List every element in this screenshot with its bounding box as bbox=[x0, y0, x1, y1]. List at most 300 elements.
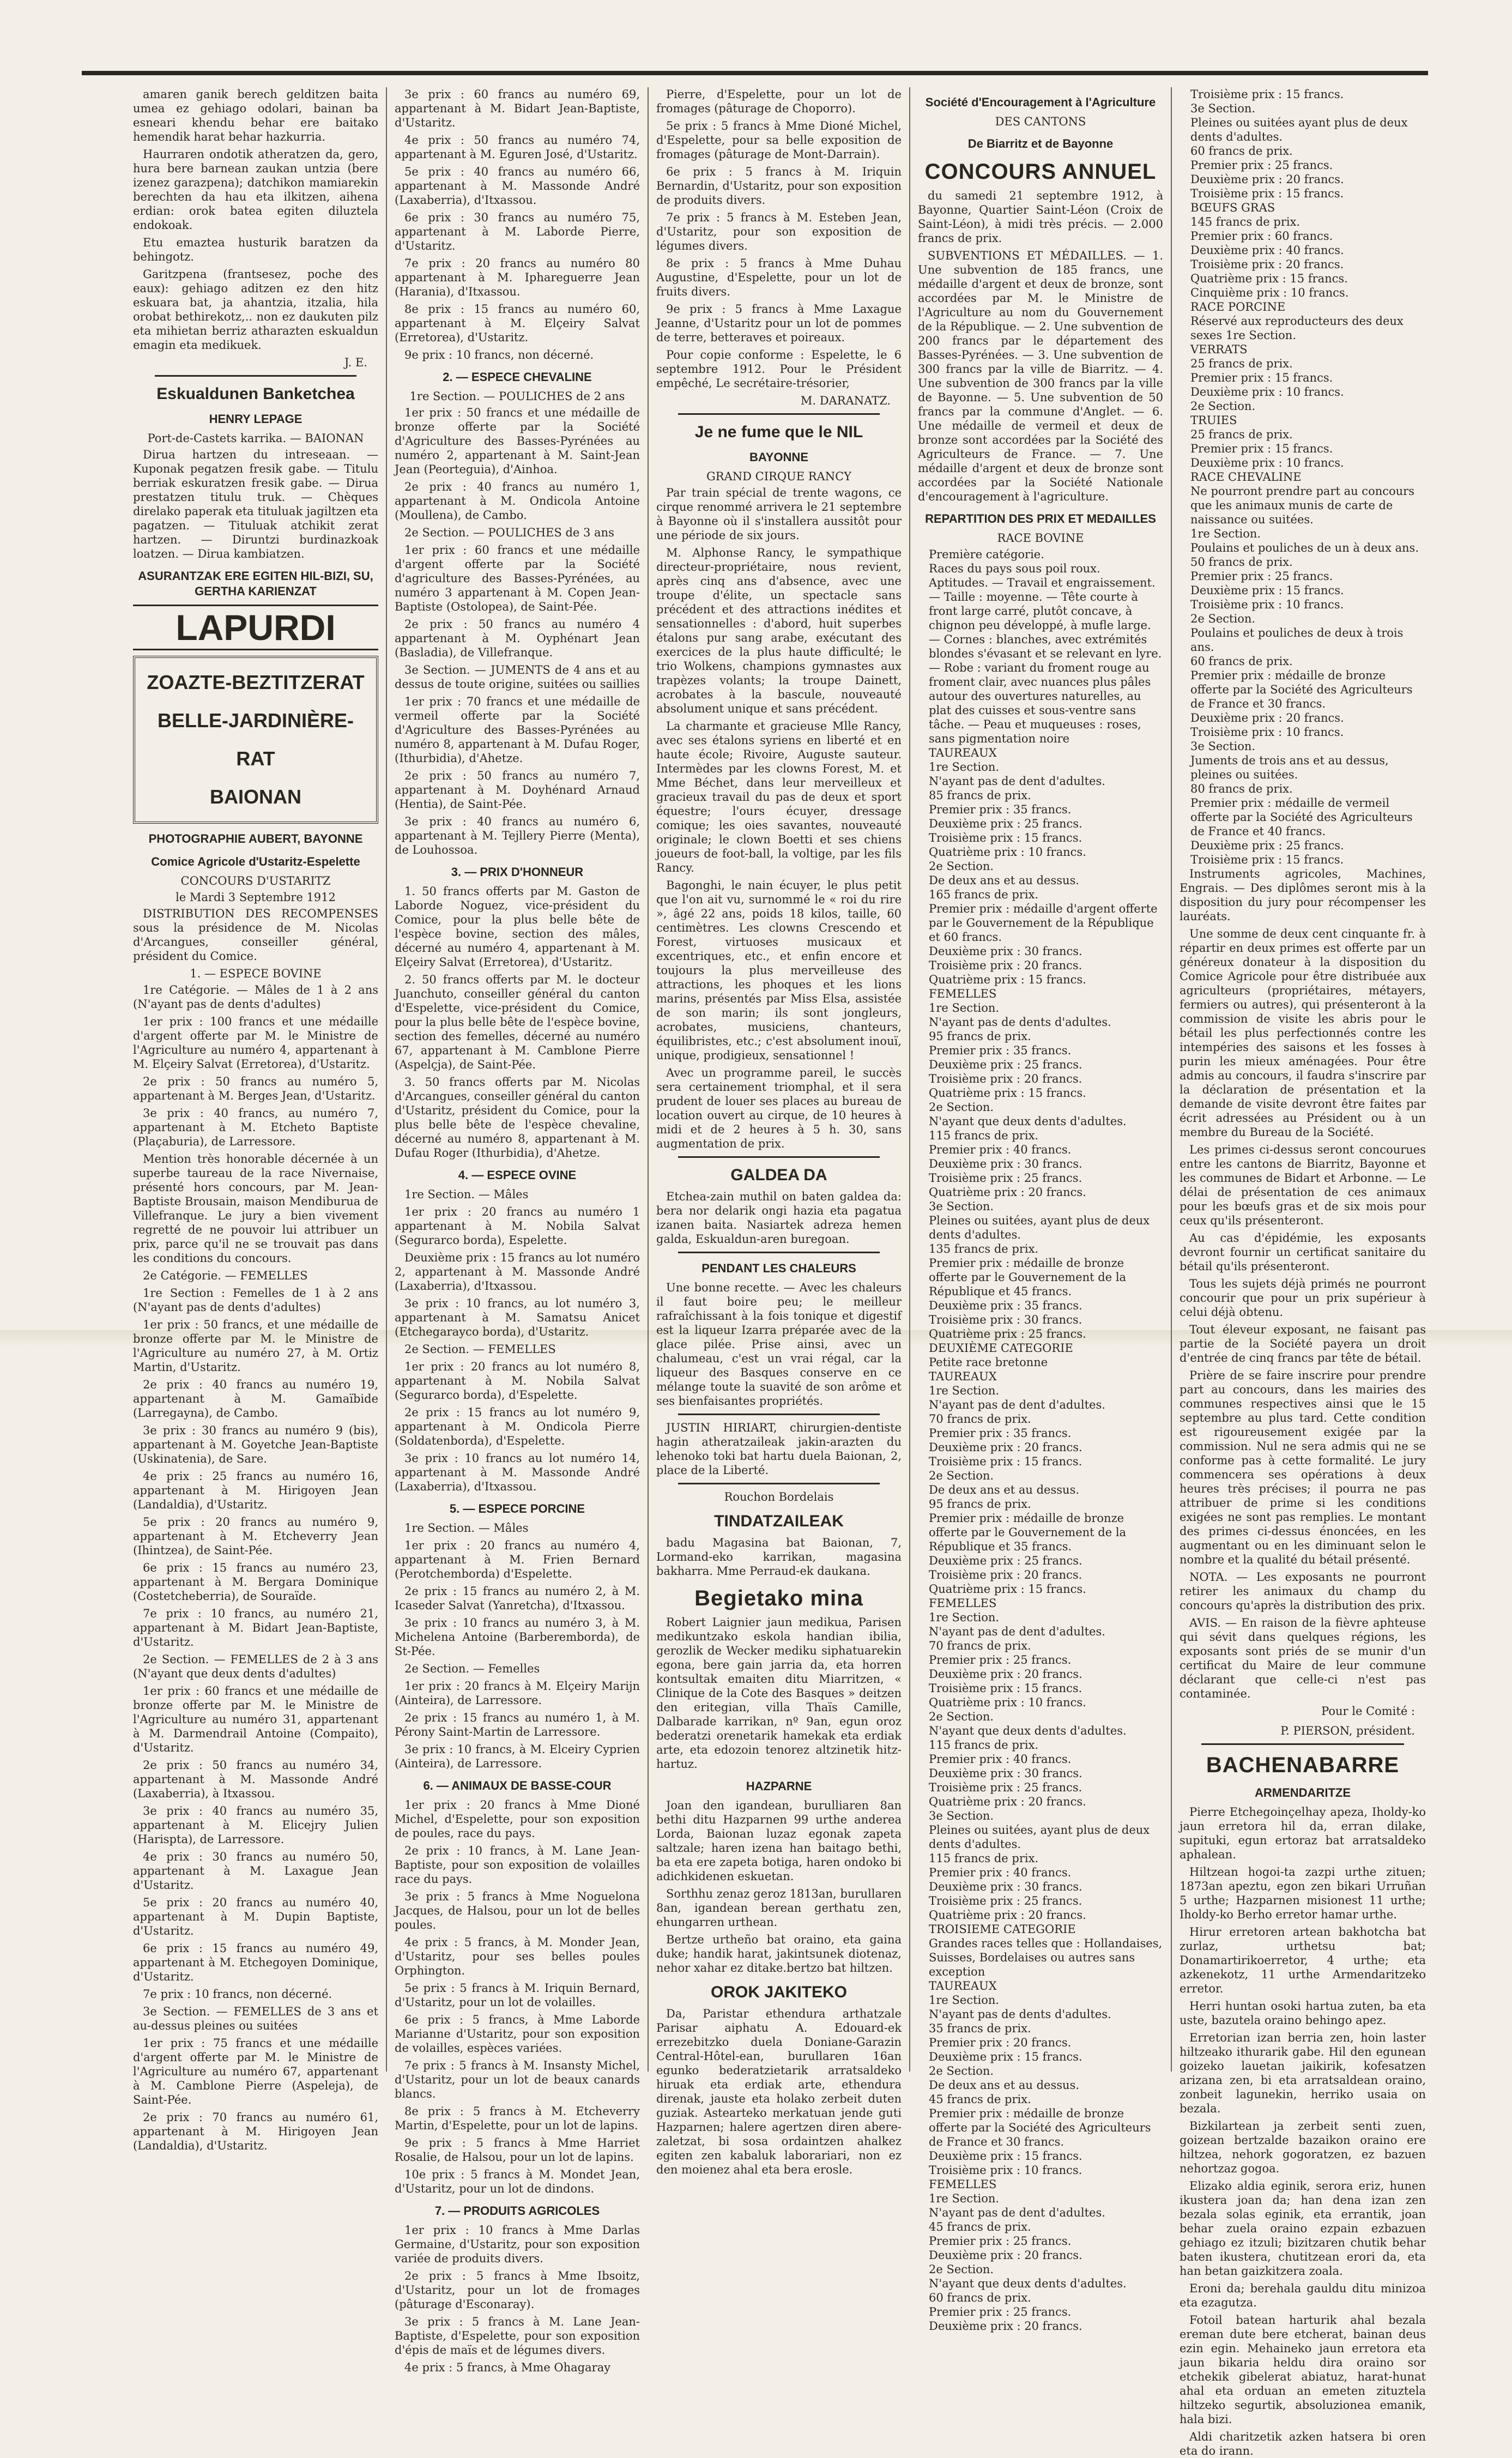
prize-entry: 1er prix : 50 francs et une médaille de bronze offerte par la Société d'Agriculture des Basses-Pyrénées au numéro 2, appartenant à M. Saint-Jean Jean (Peorteguia), d'Ainhoa. bbox=[395, 406, 640, 476]
prize-entry: 1er prix : 75 francs et une médaille d'argent offerte par M. le Ministre de l'Agriculture au numéro 67, appartenant à M. Camblone Pierre (Aspeleja), de Saint-Pée. bbox=[133, 2037, 378, 2106]
prize-line: 1re Section. bbox=[929, 1001, 1000, 1014]
prize-line: Quatrième prix : 20 francs. bbox=[929, 1186, 1086, 1199]
prize-entry: 8e prix : 15 francs au numéro 60, appartenant à M. Elçeiry Salvat (Erretorea), d'Ustaritz. bbox=[395, 303, 640, 344]
repartition-heading: REPARTITION DES PRIX ET MEDAILLES bbox=[925, 512, 1156, 526]
prize-line: Troisième prix : 10 francs. bbox=[1190, 598, 1344, 611]
prize-line: Premier prix : 15 francs. bbox=[1190, 371, 1333, 384]
prize-entry: 2e prix : 5 francs à Mme Ibsoitz, d'Ustaritz, pour un lot de fromages (pâturage d'Esconaray). bbox=[395, 2269, 640, 2311]
bovine-list bbox=[133, 983, 378, 2153]
article-paragraph: Fotoil batean harturik ahal bezala ereman dute bere etcherat, bainan deus ezin egin. Mehaineko jaun erretora eta jaun bikaria heldu dira oraino sor etchekik gibelerat abiatuz, harat-hunat ahal eta orduan an emeten zituztela hiltzeko segurtik, absoluzionea emanik, hala bizi. bbox=[1180, 2314, 1426, 2426]
bovine-continued bbox=[395, 87, 640, 362]
prize-line: N'ayant que deux dents d'adultes. bbox=[929, 2277, 1127, 2290]
prize-entry: 7e prix : 5 francs à M. Insansty Michel, d'Ustaritz, pour un lot de beaux canards blancs. bbox=[395, 2059, 640, 2100]
prize-line: TROISIEME CATEGORIE bbox=[929, 1923, 1076, 1936]
prize-line: 60 francs de prix. bbox=[1190, 144, 1293, 158]
bank-address: Port-de-Castets karrika. — BAIONAN bbox=[147, 432, 364, 445]
prize-line: Deuxième prix : 30 francs. bbox=[929, 1880, 1082, 1893]
prize-line: Troisième prix : 25 francs. bbox=[929, 1171, 1082, 1185]
intro-paragraph: Etu emaztea husturik baratzen da behingotz. bbox=[133, 236, 378, 263]
prize-entry: 8e prix : 5 francs à Mme Duhau Augustine, d'Espelette, pour un lot de fruits divers. bbox=[656, 257, 902, 298]
prize-entry: 2e prix : 50 francs au numéro 7, appartenant à M. Doyhénard Arnaud (Hentia), de Saint-Pée. bbox=[395, 769, 640, 811]
prize-line: 1re Section. bbox=[1190, 527, 1261, 540]
prize-line: VERRATS bbox=[1190, 343, 1248, 356]
prize-line: Deuxième prix : 10 francs. bbox=[1190, 456, 1344, 469]
prize-line: 95 francs de prix. bbox=[929, 1497, 1031, 1511]
galdea-text: Etchea-zain muthil on baten galdea da: bera nor delarik ongi hazia eta pagatua izanen baita. Nasiartek adreza hemen galda, Eskualdun-aren buregoan. bbox=[656, 1190, 902, 1246]
prize-line: 70 francs de prix. bbox=[929, 1639, 1031, 1652]
prize-entry: 2e Section. — FEMELLES de 2 à 3 ans (N'ayant que deux dents d'adultes) bbox=[133, 1653, 378, 1680]
prize-line: Premier prix : médaille d'argent offerte par le Gouvernement de la République et 60 francs. bbox=[929, 902, 1158, 944]
section-honneur: 3. — PRIX D'HONNEUR bbox=[451, 865, 584, 879]
prize-line: Quatrième prix : 20 francs. bbox=[929, 1795, 1086, 1808]
prize-entry: 8e prix : 5 francs à M. Etcheverry Martin, d'Espelette, pour un lot de lapins. bbox=[395, 2105, 640, 2132]
tindatz-pre: Rouchon Bordelais bbox=[724, 1490, 834, 1503]
column-4 bbox=[910, 87, 1172, 2333]
newspaper-page bbox=[125, 87, 1434, 2457]
race-bovine-heading: RACE BOVINE bbox=[997, 532, 1084, 545]
prize-line: 3e Section. bbox=[929, 1200, 994, 1213]
orok-text: Da, Paristar ethendura arthatzale Parisar aiphatu A. Edouard-ek errezebitzko duela Doniane-Garazin Central-Hôtel-ean, burullaren 16an egunko bederatzietarik arratsaldeko hiruak eta erdiak arte, ethendura direnak, jauste eta holako zerbeit duten guziak. Astearteko merkatuan jende guti Hazparnen; halere agertzen diren abere-zaletzat, bi sosa ordaintzen ahalkez egiten zen kabaluk laborariari, non ez den moienez ahal eta bera erosle. bbox=[656, 2007, 902, 2176]
prize-entry: 2e Section. — Femelles bbox=[404, 1662, 540, 1675]
article-paragraph: Herri huntan osoki hartua zuten, ba eta uste, bazutela oraino behingo apez. bbox=[1180, 2000, 1426, 2027]
prize-line: 145 francs de prix. bbox=[1190, 215, 1301, 228]
prize-line: Troisième prix : 15 francs. bbox=[1190, 187, 1344, 200]
prize-line: Troisième prix : 10 francs. bbox=[1190, 726, 1344, 739]
prize-line: 165 francs de prix. bbox=[929, 888, 1039, 901]
honneur-list bbox=[395, 884, 640, 1160]
hazparne-title: HAZPARNE bbox=[746, 1779, 812, 1793]
prize-entry: 3. 50 francs offerts par M. Nicolas d'Arcangues, conseiller général du canton d'Ustaritz, président du Comice, pour la plus belle bête de l'espèce chevaline, décerné au numéro 8, appartenant à M. Dufau Roger (Ithurbidia), d'Ahetze. bbox=[395, 1076, 640, 1159]
prize-line: Troisième prix : 15 francs. bbox=[929, 831, 1082, 844]
article-paragraph: Pierre Etchegoinçelhay apeza, Iholdy-ko jaun erretora hil da, erran dilake, supituki, egun ertoraz bat arratsaldeko aphalean. bbox=[1180, 1805, 1426, 1861]
prize-line: 2e Section. bbox=[1190, 400, 1256, 413]
prize-line: BŒUFS GRAS bbox=[1190, 201, 1275, 214]
article-paragraph: Joan den igandean, burulliaren 8an bethi ditu Hazparnen 99 urthe anderea Lorda, Baionan luzaz egonak zapeta saltzale; haren izena han baitago bethi, ba eta ere zapeta botiga, haren ondoko bi adichkidenen eskuetan. bbox=[656, 1799, 902, 1883]
conditions-paragraph: Au cas d'épidémie, les exposants devront fournir un certificat sanitaire du bétail qu'ils présenteront. bbox=[1180, 1231, 1426, 1273]
galdea-title: GALDEA DA bbox=[730, 1166, 827, 1184]
prize-line: TAUREAUX bbox=[929, 746, 997, 759]
prize-line: 80 francs de prix. bbox=[1190, 782, 1293, 795]
photo-credit: PHOTOGRAPHIE AUBERT, BAYONNE bbox=[148, 832, 363, 845]
armendaritze-article bbox=[1180, 1805, 1426, 2458]
pierson-signature: P. PIERSON, président. bbox=[1280, 1724, 1415, 1737]
prize-line: Troisième prix : 15 francs. bbox=[1190, 853, 1344, 866]
intro-paragraph: amaren ganik berech gelditzen baita umea ez gehiago odolari, bainan ba esneari khendu behar ere baitako hemendik harat behar hazkurria. bbox=[133, 88, 378, 143]
prize-line: Quatrième prix : 15 francs. bbox=[929, 1086, 1086, 1100]
prize-entry: 1er prix : 20 francs à M. Elçeiry Marijn (Ainteira), de Larressore. bbox=[395, 1680, 640, 1707]
prize-entry: 6e prix : 30 francs au numéro 75, appartenant à M. Laborde Pierre, d'Ustaritz. bbox=[395, 211, 640, 252]
article-paragraph: Bizkilartean ja zerbeit senti zuen, goizean bertzalde bazaikon oraino ere hiltzea, nehork gogoratzen, ez bazuen nehortzaz gogoa. bbox=[1180, 2119, 1426, 2175]
prize-line: Poulains et pouliches de un à deux ans. bbox=[1190, 541, 1419, 554]
prize-line: Premier prix : médaille de bronze offerte par le Gouvernement de la République et 45 francs. bbox=[929, 1257, 1127, 1298]
prize-entry: 2e prix : 70 francs au numéro 61, appartenant à M. Hirigoyen Jean (Landaldia), d'Ustaritz. bbox=[133, 2111, 378, 2152]
prize-line: Premier prix : 40 francs. bbox=[929, 1753, 1072, 1766]
intro-paragraph: Garitzpena (frantsesez, poche des eaux): gehiago aditzen ez den hitz eskuara bat, ja ahantzia, itzalia, hila orobat bethirekotz,.. non ez daukuten pilz eta mihietan berriz atharazten eskualdun emagin eta medikuek. bbox=[133, 268, 378, 352]
prize-entry: 2e prix : 50 francs au numéro 4 appartenant à M. Oyphénart Jean (Basladia), de Villefranque. bbox=[395, 618, 640, 659]
prize-line: RACE PORCINE bbox=[1190, 300, 1286, 313]
prize-line: Deuxième prix : 30 francs. bbox=[929, 945, 1082, 958]
society-sub2: De Biarritz et de Bayonne bbox=[967, 137, 1114, 150]
comice-title: Comice Agricole d'Ustaritz-Espelette bbox=[151, 855, 360, 868]
prize-line: N'ayant pas de dent d'adultes. bbox=[929, 1398, 1105, 1411]
prize-line: De deux ans et au dessus. bbox=[929, 874, 1080, 887]
chaleurs-text: Une bonne recette. — Avec les chaleurs il faut boire peu; le meilleur rafraîchissant à la fois tonique et digestif est la liqueur Izarra préparée avec de la glace pilée. Prise ainsi, avec un chalumeau, c'est un vrai régal, car la liqueur des Basques conserve en ce mélange toute la suavité de son arôme et ses bienfaisantes propriétés. bbox=[656, 1281, 902, 1408]
prize-entry: 5e prix : 20 francs au numéro 9, appartenant à M. Etcheverry Jean (Ihintzea), de Saint-Pée. bbox=[133, 1515, 378, 1557]
society-sub: DES CANTONS bbox=[995, 115, 1086, 128]
prize-line: 95 francs de prix. bbox=[929, 1030, 1031, 1043]
prize-line: Quatrième prix : 20 francs. bbox=[929, 1909, 1086, 1922]
prize-entry: 6e prix : 5 francs, à Mme Laborde Marianne d'Ustaritz, pour son exposition de volailles, espèces variées. bbox=[395, 2013, 640, 2055]
prize-entry: 1er prix : 20 francs à Mme Dioné Michel, d'Espelette, pour son exposition de poules, race du pays. bbox=[395, 1798, 640, 1840]
prize-line: Pleines ou suitées, ayant plus de deux dents d'adultes. bbox=[929, 1214, 1150, 1241]
prize-line: Premier prix : 20 francs. bbox=[929, 2036, 1072, 2049]
prize-line: RACE CHEVALINE bbox=[1190, 470, 1302, 484]
prize-line: Deuxième prix : 20 francs. bbox=[1190, 711, 1344, 724]
produits-list bbox=[395, 2223, 640, 2375]
article-paragraph: Par train spécial de trente wagons, ce cirque renommé arrivera le 21 septembre à Bayonne où il s'installera aussitôt pour une période de six jours. bbox=[656, 486, 902, 542]
prize-line: Premier prix : médaille de bronze offerte par la Société des Agriculteurs de France et 30 francs. bbox=[1190, 669, 1413, 710]
prize-line: Troisième prix : 30 francs. bbox=[929, 1313, 1082, 1326]
prize-line: FEMELLES bbox=[929, 1597, 997, 1610]
prize-entry: Mention très honorable décernée à un superbe taureau de la race Nivernaise, présenté hors concours, par M. Jean-Baptiste Brousain, maison Mendiburua de Villefranque. Le jury a bien vivement regretté de ne pouvoir lui attribuer un prix, parce qu'il ne se trouvait pas dans les conditions du concours. bbox=[133, 1152, 378, 1265]
prize-entry: 4e prix : 25 francs au numéro 16, appartenant à M. Hirigoyen Jean (Landaldia), d'Ustaritz. bbox=[133, 1470, 378, 1511]
prize-entry: 9e prix : 10 francs, non décerné. bbox=[404, 348, 594, 361]
prize-line: Premier prix : 25 francs. bbox=[1190, 159, 1333, 172]
prize-line: Premier prix : 25 francs. bbox=[929, 1653, 1072, 1666]
prize-line: 1re Section. bbox=[929, 1994, 1000, 2007]
prize-line: 45 francs de prix. bbox=[929, 2220, 1031, 2233]
prize-entry: 3e prix : 40 francs au numéro 6, appartenant à M. Tejllery Pierre (Menta), de Louhossoa. bbox=[395, 815, 640, 856]
prize-line: 3e Section. bbox=[929, 1809, 994, 1822]
prize-entry: 2e Section. — FEMELLES bbox=[404, 1343, 556, 1356]
prize-entry: 6e prix : 15 francs au numéro 49, appartenant à M. Etchegoyen Dominique, d'Ustaritz. bbox=[133, 1942, 378, 1983]
prize-line: Deuxième prix : 30 francs. bbox=[929, 1767, 1082, 1780]
prize-line: 1re Section. bbox=[929, 760, 1000, 774]
prize-line: Pleines ou suitées, ayant plus de deux dents d'adultes. bbox=[929, 1823, 1150, 1851]
prize-entry: 5e prix : 5 francs à Mme Dioné Michel, d'Espelette, pour sa belle exposition de fromages (pâturage de Mont-Darrain). bbox=[656, 119, 902, 161]
prize-line: Premier prix : médaille de vermeil offerte par la Société des Agriculteurs de France et 40 francs. bbox=[1190, 796, 1413, 838]
ovine-list bbox=[395, 1187, 640, 1494]
prize-entry: 4e prix : 50 francs au numéro 74, appartenant à M. Eguren José, d'Ustaritz. bbox=[395, 134, 640, 161]
prize-line: Troisième prix : 20 francs. bbox=[929, 1568, 1082, 1581]
prize-line: N'ayant pas de dents d'adultes. bbox=[929, 1016, 1111, 1029]
prize-entry: 1er prix : 20 francs au numéro 4, appartenant à M. Frien Bernard (Perotchemborda) d'Espelette. bbox=[395, 1539, 640, 1580]
prize-line: 3e Section. bbox=[1190, 102, 1256, 115]
prize-entry: 1er prix : 100 francs et une médaille d'argent offerte par M. le Ministre de l'Agriculture au numéro 4, appartenant à M. Elçeiry Salvat (Erretorea), d'Ustaritz. bbox=[133, 1015, 378, 1071]
prize-line: Petite race bretonne bbox=[929, 1356, 1048, 1369]
prize-line: TRUIES bbox=[1190, 414, 1237, 427]
prize-line: 50 francs de prix. bbox=[1190, 555, 1293, 569]
prize-entry: 3e prix : 10 francs au lot numéro 14, appartenant à M. Massonde André (Laxaberria), d'Itxassou. bbox=[395, 1452, 640, 1493]
article-paragraph: Aldi charitzetik azken hatsera bi oren eta do irann. bbox=[1180, 2430, 1426, 2457]
prize-entry: 3e prix : 30 francs au numéro 9 (bis), appartenant à M. Goyetche Jean-Baptiste (Uskinatenia), de Sare. bbox=[133, 1424, 378, 1465]
prize-entry: 5e prix : 40 francs au numéro 66, appartenant à M. Massonde André (Laxaberria), d'Itxassou. bbox=[395, 165, 640, 207]
ad-line-3: BAIONAN bbox=[210, 786, 301, 808]
prize-line: 2e Section. bbox=[929, 1469, 994, 1482]
bank-name: HENRY LEPAGE bbox=[209, 412, 303, 426]
prize-line: Juments de trois ans et au dessus, pleines ou suitées. bbox=[1190, 754, 1389, 781]
prize-entry: 1er prix : 20 francs au numéro 1 appartenant à M. Nobila Salvat (Segurarco borda), Espelette. bbox=[395, 1205, 640, 1247]
prize-line: 2e Section. bbox=[929, 1101, 994, 1114]
lapurdi-masthead: LAPURDI bbox=[133, 605, 378, 650]
daranatz-signature: M. DARANATZ. bbox=[800, 394, 891, 407]
prize-entry: 7e prix : 20 francs au numéro 80 appartenant à M. Iphareguerre Jean (Harania), d'Itxassou. bbox=[395, 257, 640, 298]
conditions-paragraph: Tout éleveur exposant, ne faisant pas partie de la Société payera un droit d'entrée de cinq francs par tête de bétail. bbox=[1180, 1323, 1426, 1364]
nil-ad: Je ne fume que le NIL bbox=[694, 423, 863, 441]
conditions-paragraph: NOTA. — Les exposants ne pourront retirer les animaux du champ du concours qu'après la distribution des prix. bbox=[1180, 1571, 1426, 1612]
article-paragraph: Sorthhu zenaz geroz 1813an, burullaren 8an, igandean berean gerthatu zen, ehungarren urthean. bbox=[656, 1887, 902, 1929]
prize-entry: 1er prix : 70 francs et une médaille de vermeil offerte par la Société d'Agriculture des Basses-Pyrénées au numéro 8, appartenant à M. Dufau Roger, (Ithurbidia), d'Ahetze. bbox=[395, 695, 640, 765]
chevaline-list bbox=[395, 406, 640, 857]
prize-line: De deux ans et au dessus. bbox=[929, 1483, 1080, 1496]
prize-line: Première catégorie. bbox=[929, 548, 1044, 561]
chaleurs-title: PENDANT LES CHALEURS bbox=[701, 1261, 856, 1275]
prize-entry: 2e prix : 15 francs au numéro 1, à M. Pérony Saint-Martin de Larressore. bbox=[395, 1711, 640, 1738]
prize-line: Quatrième prix : 15 francs. bbox=[929, 973, 1086, 986]
section-chevaline: 2. — ESPECE CHEVALINE bbox=[443, 370, 592, 384]
clothing-ad bbox=[133, 656, 378, 824]
bank-text: Dirua hartzen du intreseaan. — Kuponak pegatzen fresik gabe. — Titulu berriak eskuratzen fresik gabe. — Dirua prestatzen titulu truk. — Chèques direlako paperak eta tituluak jagiltzen eta pagatzen. — Tituluak atchikit zerat hartzen. — Diruntzi burdinazkoak loatzen. — Dirua kambiatzen. bbox=[133, 448, 378, 560]
top-rule bbox=[82, 71, 1428, 75]
prize-line: TAUREAUX bbox=[929, 1979, 997, 1992]
article-paragraph: Hirur erretoren artean bakhotcha bat zurlaz, urthetsu bat; Donamartirikoerretor, 4 urthe; eta azkenekotz, 11 urthe Armendaritzeko erretor. bbox=[1180, 1925, 1426, 1995]
prize-line: Poulains et pouliches de deux à trois ans. bbox=[1190, 626, 1404, 654]
prize-line: N'ayant que deux dents d'adultes. bbox=[929, 1115, 1127, 1128]
prize-entry: 1re Section. — Mâles bbox=[404, 1188, 529, 1201]
prize-entry: 1er prix : 10 francs à Mme Darlas Germaine, d'Ustaritz, pour son exposition variée de produits divers. bbox=[395, 2224, 640, 2265]
prize-line: N'ayant pas de dent d'adultes. bbox=[929, 2206, 1105, 2219]
prize-line: 2e Section. bbox=[929, 860, 994, 873]
cirque-heading: GRAND CIRQUE RANCY bbox=[706, 470, 852, 483]
prize-entry: 3e Section. — FEMELLES de 3 ans et au-dessus pleines ou suitées bbox=[133, 2005, 378, 2032]
prize-entry: 3e prix : 60 francs au numéro 69, appartenant à M. Bidart Jean-Baptiste, d'Ustaritz. bbox=[395, 88, 640, 129]
prize-line: Premier prix : 60 francs. bbox=[1190, 230, 1333, 243]
prize-entry: 10e prix : 5 francs à M. Mondet Jean, d'Ustaritz, pour un lot de dindons. bbox=[395, 2168, 640, 2195]
prize-line: 70 francs de prix. bbox=[929, 1412, 1031, 1426]
prize-list-continued bbox=[1180, 87, 1426, 867]
prize-entry: 4e prix : 5 francs, à M. Monder Jean, d'Ustaritz, pour ses belles poules Orphington. bbox=[395, 1936, 640, 1977]
prize-line: Deuxième prix : 25 francs. bbox=[929, 1058, 1082, 1071]
prize-entry: 3e prix : 40 francs, au numéro 7, appartenant à M. Etcheto Baptiste (Plaçaburia), de Larressore. bbox=[133, 1107, 378, 1148]
section-porcine: 5. — ESPECE PORCINE bbox=[449, 1502, 585, 1515]
concours-date: le Mardi 3 Septembre 1912 bbox=[176, 891, 336, 904]
prize-line: FEMELLES bbox=[929, 987, 997, 1000]
distribution-text: DISTRIBUTION DES RECOMPENSES sous la présidence de M. Nicolas d'Arcangues, conseiller général, président du Comice. bbox=[133, 907, 378, 963]
prize-entry: 3e prix : 10 francs, à M. Elceiry Cyprien (Ainteira), de Larressore. bbox=[395, 1743, 640, 1770]
prize-line: 1re Section. bbox=[929, 2192, 1000, 2205]
prize-line: Deuxième prix : 15 francs. bbox=[929, 2149, 1082, 2163]
conditions-paragraph: Une somme de deux cent cinquante fr. à répartir en deux primes est offerte par un généreux donateur à la disposition du Comice Agricole pour être distribuée aux agriculteurs (propriétaires, métayers, fermiers ou autres), qui présenteront à la commission de visite les abris pour le bétail les plus perfectionnés contre les intempéries des saisons et les fosses à purin les mieux aménagées. Pour être admis au concours, il faudra s'inscrire par la déclaration de présentation et la demande de visite devront être faites par écrit adressées au Président ou à un membre du Bureau de la Société. bbox=[1180, 927, 1426, 1139]
tindatz-text: badu Magasina bat Baionan, 7, Lormand-eko karrikan, magasina bakharra. Mme Perraud-ek daukana. bbox=[656, 1536, 902, 1578]
article-paragraph: Bagonghi, le nain écuyer, le plus petit que l'on ait vu, surnommé le « roi du rire », âgé 22 ans, poids 18 kilos, taille, 60 centimètres. Les clowns Crescendo et Forest, virtuoses musicaux et excentriques, etc., et enfin encore et toujours la plus merveilleuse des attractions, les phoques et les lions marins, présentés par Miss Elsa, assistée de son marin; ils sont jongleurs, acrobates, musiciens, chanteurs, équilibristes, etc.; c'est absolument inouï, unique, prodigieux, sensationnel ! bbox=[656, 879, 902, 1062]
pour-copie: Pour copie conforme : Espelette, le 6 septembre 1912. Pour le Président empêché, Le secrétaire-trésorier, bbox=[656, 348, 902, 390]
article-paragraph: Elizako aldia eginik, serora eriz, hunen ikustera joan da; han dena izan zen bezala solas eginik, eta errantik, joan behar zuela oraino ezpain ezbazuen gehiago ez itzuli; bizitzaren chutik behar baten ikustera, chutitzean erori da, eta han betan gaizkitzera zoala. bbox=[1180, 2179, 1426, 2278]
article-paragraph: M. Alphonse Rancy, le sympathique directeur-propriétaire, nous revient, après cinq ans d'absence, avec une troupe d'élite, un spectacle sans précédent et des attractions inédites et sensationnelles : d'abord, huit superbes étalons pur sang arabe, exécutant des exercices de la plus haute difficulté; le trio Wolkens, champions gymnastes aux trapèzes volants; la troupe Dainett, acrobates à la bascule, nouveauté absolument unique et sans précédent. bbox=[656, 546, 902, 715]
ad-line-2: BELLE-JARDINIÈRE-RAT bbox=[157, 709, 354, 770]
insurance-notice: ASURANTZAK ERE EGITEN HIL-BIZI, SU, GERTHA KARIENZAT bbox=[138, 569, 373, 598]
concours-annuel-title: CONCOURS ANNUEL bbox=[924, 160, 1157, 184]
intro-paragraph: Haurraren ondotik atheratzen da, gero, hura bere barnean zaukan untzia (bere izenez garazpena); datchikon mamiarekin berechten da hau eta ilkitzen, aihena erdian: orok batea egiten diluztela endokoak. bbox=[133, 148, 378, 232]
prize-entry: 6e prix : 5 francs à M. Iriquin Bernardin, d'Ustaritz, pour son exposition de produits divers. bbox=[656, 165, 902, 207]
column-3 bbox=[649, 87, 910, 2176]
begietako-text: Robert Laignier jaun medikua, Parisen medikuntzako eskola handian ibilia, gerozlik de Wecker mediku siphatuarekin egona, bere gain jarria da, eta horren kontsultak emaiten ditu Miarritzen, « Clinique de la Cote des Basques » deitzen den eritegian, villa Thaïs Camille, Dalbarade karrikan, nº 9an, egun oroz bederatzi orenetarik hamekak eta erdiak arte, eta edozoin tenorez altzinetik hitz-hartuz. bbox=[656, 1616, 902, 1771]
prize-line: 60 francs de prix. bbox=[1190, 655, 1293, 668]
prize-entry: 1re Section. — Mâles bbox=[404, 1521, 529, 1535]
prize-line: Réservé aux reproducteurs des deux sexes 1re Section. bbox=[1190, 315, 1404, 342]
column-5 bbox=[1172, 87, 1434, 2457]
prize-line: 85 francs de prix. bbox=[929, 789, 1031, 802]
divider bbox=[678, 413, 880, 415]
hiriart-ad: JUSTIN HIRIART, chirurgien-dentiste hagin atheratzaileak jakin-arazten du lehenoko toki bat hartu duela Baionan, 2, place de la Liberté. bbox=[656, 1421, 902, 1477]
prize-entry: 2e prix : 50 francs au numéro 5, appartenant à M. Berges Jean, d'Ustaritz. bbox=[133, 1075, 378, 1102]
column-2 bbox=[387, 87, 649, 2374]
society-title: Société d'Encouragement à l'Agriculture bbox=[925, 95, 1156, 109]
prize-line: Premier prix : 35 francs. bbox=[929, 803, 1072, 816]
divider bbox=[678, 1414, 880, 1415]
conditions-text bbox=[1180, 867, 1426, 1701]
prize-line: Troisième prix : 20 francs. bbox=[929, 1072, 1082, 1085]
armendaritze-title: ARMENDARITZE bbox=[1255, 1786, 1351, 1799]
concours-intro: du samedi 21 septembre 1912, à Bayonne, Quartier Saint-Léon (Croix de Saint-Léon), à midi très précis. — 2.000 francs de prix. bbox=[918, 189, 1163, 245]
cirque-article bbox=[656, 486, 902, 1151]
prize-line: Deuxième prix : 25 francs. bbox=[1190, 839, 1344, 852]
prize-entry: 1er prix : 50 francs, et une médaille de bronze offerte par M. le Ministre de l'Agriculture au numéro 27, à M. Ortiz Martin, d'Ustaritz. bbox=[133, 1318, 378, 1374]
prize-line: Deuxième prix : 25 francs. bbox=[929, 817, 1082, 830]
prize-line: N'ayant pas de dent d'adultes. bbox=[929, 1625, 1105, 1638]
prize-entry: 3e prix : 40 francs au numéro 35, appartenant à M. Elicejry Julien (Harispta), de Larressore. bbox=[133, 1804, 378, 1846]
prize-line: 115 francs de prix. bbox=[929, 1852, 1039, 1865]
porcine-list bbox=[395, 1521, 640, 1771]
prize-line: Deuxième prix : 20 francs. bbox=[929, 2249, 1082, 2262]
prize-line: Troisième prix : 20 francs. bbox=[929, 959, 1082, 972]
prize-line: Troisième prix : 15 francs. bbox=[1190, 88, 1344, 101]
ad-line-1: ZOAZTE-BEZTITZERAT bbox=[147, 671, 365, 693]
prize-line: Troisième prix : 20 francs. bbox=[1190, 258, 1344, 271]
prize-line: Deuxième prix : 10 francs. bbox=[1190, 385, 1344, 398]
prize-line: Premier prix : 25 francs. bbox=[1190, 570, 1333, 583]
basse-cour-list bbox=[395, 1798, 640, 2196]
prize-line: Quatrième prix : 15 francs. bbox=[1190, 272, 1348, 285]
conditions-paragraph: Instruments agricoles, Machines, Engrais. — Des diplômes seront mis à la disposition du jury pour récompenser les lauréats. bbox=[1180, 867, 1426, 923]
divider bbox=[678, 1252, 880, 1253]
prize-entry: 1re Section : Femelles de 1 à 2 ans (N'ayant pas de dents d'adultes) bbox=[133, 1287, 378, 1314]
prize-entry: 6e prix : 15 francs au numéro 23, appartenant à M. Bergara Dominique (Costetcheberria), de Souraïde. bbox=[133, 1561, 378, 1603]
prize-entry: 3e prix : 10 francs, au lot numéro 3, appartenant à M. Samatsu Anicet (Etchegarayco borda), d'Ustaritz. bbox=[395, 1297, 640, 1338]
prize-entry: 7e prix : 10 francs, non décerné. bbox=[143, 1988, 332, 2001]
prize-line: N'ayant pas de dent d'adultes. bbox=[929, 775, 1105, 788]
article-paragraph: Erretorian izan berria zen, hoin laster hiltzeako ithurarik gabe. Hil den egunean goizeko lauetan jaikirik, kofesatzen arizana zen, bi eta arratsaldean oraino, zonbeit lagunekin, herriko usaia on bezala. bbox=[1180, 2031, 1426, 2115]
prize-line: N'ayant pas de dents d'adultes. bbox=[929, 2008, 1111, 2021]
prize-line: 2e Section. bbox=[929, 1710, 994, 1723]
prize-line: Troisième prix : 25 francs. bbox=[929, 1894, 1082, 1907]
prize-line: Grandes races telles que : Hollandaises, Suisses, Bordelaises ou autres sans exception bbox=[929, 1937, 1163, 1978]
prize-line: Deuxième prix : 40 francs. bbox=[1190, 244, 1344, 257]
prize-entry: Deuxième prix : 15 francs au lot numéro 2, appartenant à M. Massonde André (Laxaberria), d'Itxassou. bbox=[395, 1251, 640, 1293]
prize-entry: 5e prix : 5 francs à M. Iriquin Bernard, d'Ustaritz, pour un lot de volailles. bbox=[395, 1982, 640, 2009]
prize-entry: 3e Section. — JUMENTS de 4 ans et au dessus de toute origine, suitées ou saillies bbox=[395, 663, 640, 691]
prize-entry: 2e prix : 10 francs, à M. Lane Jean-Baptiste, pour son exposition de volailles race du pays. bbox=[395, 1844, 640, 1886]
concours-title: CONCOURS D'USTARITZ bbox=[180, 874, 331, 887]
section-basse-cour: 6. — ANIMAUX DE BASSE-COUR bbox=[423, 1779, 612, 1792]
prize-line: Deuxième prix : 20 francs. bbox=[1190, 173, 1344, 186]
prize-line: 60 francs de prix. bbox=[929, 2291, 1031, 2304]
produits-continued bbox=[656, 87, 902, 345]
bachenabarre-title: BACHENABARRE bbox=[1206, 1753, 1400, 1777]
prize-line: Deuxième prix : 30 francs. bbox=[929, 1157, 1082, 1170]
prize-entry: 3e prix : 5 francs à M. Lane Jean-Baptiste, d'Espelette, pour son exposition d'épis de maïs et de légumes divers. bbox=[395, 2315, 640, 2357]
prize-entry: 5e prix : 20 francs au numéro 40, appartenant à M. Dupin Baptiste, d'Ustaritz. bbox=[133, 1896, 378, 1937]
begietako-title: Begietako mina bbox=[694, 1586, 863, 1610]
divider bbox=[678, 1156, 880, 1158]
prize-line: Premier prix : 25 francs. bbox=[929, 2234, 1072, 2248]
prize-line: Quatrième prix : 25 francs. bbox=[929, 1327, 1086, 1340]
prize-entry: 2. 50 francs offerts par M. le docteur Juanchuto, conseiller général du canton d'Espelette, vice-président du Comice, pour la plus belle bête de l'espèce bovine, section des femelles, décerné au numéro 67, appartenant à M. Camblone Pierre (Aspelçja), de Saint-Pée. bbox=[395, 973, 640, 1071]
prize-line: N'ayant que deux dents d'adultes. bbox=[929, 1724, 1127, 1737]
prize-line: 35 francs de prix. bbox=[929, 2022, 1031, 2035]
prize-line: 135 francs de prix. bbox=[929, 1242, 1039, 1255]
prize-line: 2e Section. bbox=[929, 2263, 994, 2276]
tindatz-title: TINDATZAILEAK bbox=[714, 1512, 844, 1530]
prize-line: Premier prix : 25 francs. bbox=[929, 2305, 1072, 2318]
bayonne-heading: BAYONNE bbox=[749, 450, 808, 464]
prize-entry: 3e prix : 5 francs à Mme Noguelona Jacques, de Halsou, pour un lot de belles poules. bbox=[395, 1890, 640, 1931]
conditions-paragraph: Les primes ci-dessus seront concourues entre les cantons de Biarritz, Bayonne et les communes de Bidart et Arbonne. — Le délai de présentation de ces animaux pour les bœufs gras et de six mois pour ceux qu'ils présenteront. bbox=[1180, 1143, 1426, 1227]
prize-line: Deuxième prix : 20 francs. bbox=[929, 1668, 1082, 1681]
prize-entry: 4e prix : 5 francs, à Mme Ohagaray bbox=[404, 2361, 611, 2374]
article-paragraph: La charmante et gracieuse Mlle Rancy, avec ses étalons syriens en liberté et en haute école; Rivoire, Auguste sauteur. Intermèdes par les clowns Forest, M. et Mme Béchet, dans leur merveilleux et gracieux travail du pas de deux et sport équestre; l'ours écuyer, dressage comique; les oies savantes, nouveauté originale; le clown Boetti et ses chiens joueurs de foot-ball, la voltige, par les fils Rancy. bbox=[656, 720, 902, 874]
prize-line: Troisième prix : 15 francs. bbox=[929, 1455, 1082, 1468]
article-paragraph: Bertze urtheño bat oraino, eta gaina duke; handik harat, jakintsunek diotenaz, nehor xahar ez ditake.bertzo bat hiltzen. bbox=[656, 1933, 902, 1974]
prize-line: Premier prix : 40 francs. bbox=[929, 1143, 1072, 1156]
prize-entry: 1. 50 francs offerts par M. Gaston de Laborde Noguez, vice-président du Comice, pour la plus belle bête de l'espèce bovine, section des mâles, décerné au numéro 4, appartenant à M. Elçeiry Salvat (Erretorea), d'Ustaritz. bbox=[395, 885, 640, 969]
prize-entry: 4e prix : 30 francs au numéro 50, appartenant à M. Laxague Jean d'Ustaritz. bbox=[133, 1850, 378, 1892]
prize-line: Troisième prix : 25 francs. bbox=[929, 1781, 1082, 1794]
prize-line: Premier prix : médaille de bronze offerte par le Gouvernement de la République et 35 francs. bbox=[929, 1512, 1127, 1553]
prize-line: FEMELLES bbox=[929, 2178, 997, 2191]
intro-text bbox=[133, 87, 378, 352]
prize-list bbox=[918, 547, 1163, 2333]
prize-entry: 7e prix : 5 francs à M. Esteben Jean, d'Ustaritz, pour son exposition de légumes divers. bbox=[656, 211, 902, 252]
conditions-paragraph: Prière de se faire inscrire pour prendre part au concours, dans les mairies des communes respectives ainsi que le 15 septembre au plus tard. Cette condition est rigoureusement exigée par la commission. Nul ne sera admis qui ne se conforme pas à cette formalité. Le jury commencera ses opérations à deux heures très précises; il pourra ne pas attribuer de prime si les conditions exigées ne sont pas remplies. Le montant des primes ci-dessus énoncées, en les augmentant ou en les diminuant selon le nombre et la qualité du bétail présenté. bbox=[1180, 1369, 1426, 1566]
prize-entry: 1er prix : 60 francs et une médaille d'argent offerte par la Société d'agriculture des Basses-Pyrénées, au numéro 3 appartenant à M. Copen Jean-Baptiste (Ostolopea), de Saint-Pée. bbox=[395, 543, 640, 613]
article-paragraph: Avec un programme pareil, le succès sera certainement triomphal, et il sera prudent de louer ses places au bureau de location ouvert au cirque, de 10 heures à midi et de 2 heures à 5 h. 30, sans augmentation de prix. bbox=[656, 1066, 902, 1150]
prize-entry: 2e Section. — POULICHES de 3 ans bbox=[404, 526, 614, 539]
prize-line: 115 francs de prix. bbox=[929, 1129, 1039, 1142]
section-bovine: 1. — ESPECE BOVINE bbox=[190, 967, 322, 980]
prize-entry: 9e prix : 5 francs à Mme Harriet Rosalie, de Halsou, pour un lot de lapins. bbox=[395, 2136, 640, 2164]
bank-title: Eskualdunen Banketchea bbox=[156, 385, 355, 403]
prize-entry: Pierre, d'Espelette, pour un lot de fromages (pâturage de Choporro). bbox=[656, 88, 902, 115]
prize-line: Quatrième prix : 10 francs. bbox=[929, 1696, 1086, 1709]
prize-line: DEUXIÈME CATEGORIE bbox=[929, 1342, 1073, 1355]
intro-signature: J. E. bbox=[344, 356, 367, 369]
prize-entry: 2e prix : 15 francs au lot numéro 9, appartenant à M. Ondicola Pierre (Soldatenborda), d'Espelette. bbox=[395, 1406, 640, 1447]
prize-line: Troisième prix : 15 francs. bbox=[929, 1682, 1082, 1695]
prize-line: Quatrième prix : 10 francs. bbox=[929, 845, 1086, 859]
prize-entry: 2e Catégorie. — FEMELLES bbox=[143, 1269, 308, 1282]
prize-line: Premier prix : 35 francs. bbox=[929, 1044, 1072, 1057]
prize-entry: 7e prix : 10 francs, au numéro 21, appartenant à M. Bidart Jean-Baptiste, d'Ustaritz. bbox=[133, 1607, 378, 1648]
prize-line: Quatrième prix : 15 francs. bbox=[929, 1583, 1086, 1596]
prize-line: 2e Section. bbox=[1190, 612, 1256, 625]
subventions-text: SUBVENTIONS ET MÉDAILLES. — 1. Une subvention de 185 francs, une médaille d'argent et deux de bronze, sont accordées par M. le Ministre de l'Agriculture au nom du Gouvernement de la République. — 2. Une subvention de 200 francs par le département des Basses-Pyrénées. — 3. Une subvention de 300 francs par la ville de Biarritz. — 4. Une subvention de 300 francs par la ville de Bayonne. — 5. Une subvention de 50 francs par la commune d'Anglet. — 6. Une médaille de vermeil et deux de bronze sont accordées par la Société des Agriculteurs de France. — 7. Une médaille d'argent et deux de bronze sont accordées par la Société Nationale d'encouragement à l'agriculture. bbox=[918, 249, 1163, 503]
prize-entry: 2e prix : 40 francs au numéro 19, appartenant à M. Gamaïbide (Larregayna), de Cambo. bbox=[133, 1378, 378, 1420]
prize-line: 1re Section. bbox=[929, 1611, 1000, 1624]
article-paragraph: Hiltzean hogoi-ta zazpi urthe zituen; 1873an apeztu, egon zen bikari Urruñan 5 urthe; Hazparnen misionest 11 urthe; Iholdy-ko Berho erretor hamar urthe. bbox=[1180, 1865, 1426, 1921]
prize-line: Deuxième prix : 15 francs. bbox=[929, 2050, 1082, 2063]
prize-entry: 1re Catégorie. — Mâles de 1 à 2 ans (N'ayant pas de dents d'adultes) bbox=[133, 983, 378, 1011]
prize-entry: 9e prix : 5 francs à Mme Laxague Jeanne, d'Ustaritz pour un lot de pommes de terre, betteraves et poireaux. bbox=[656, 303, 902, 344]
